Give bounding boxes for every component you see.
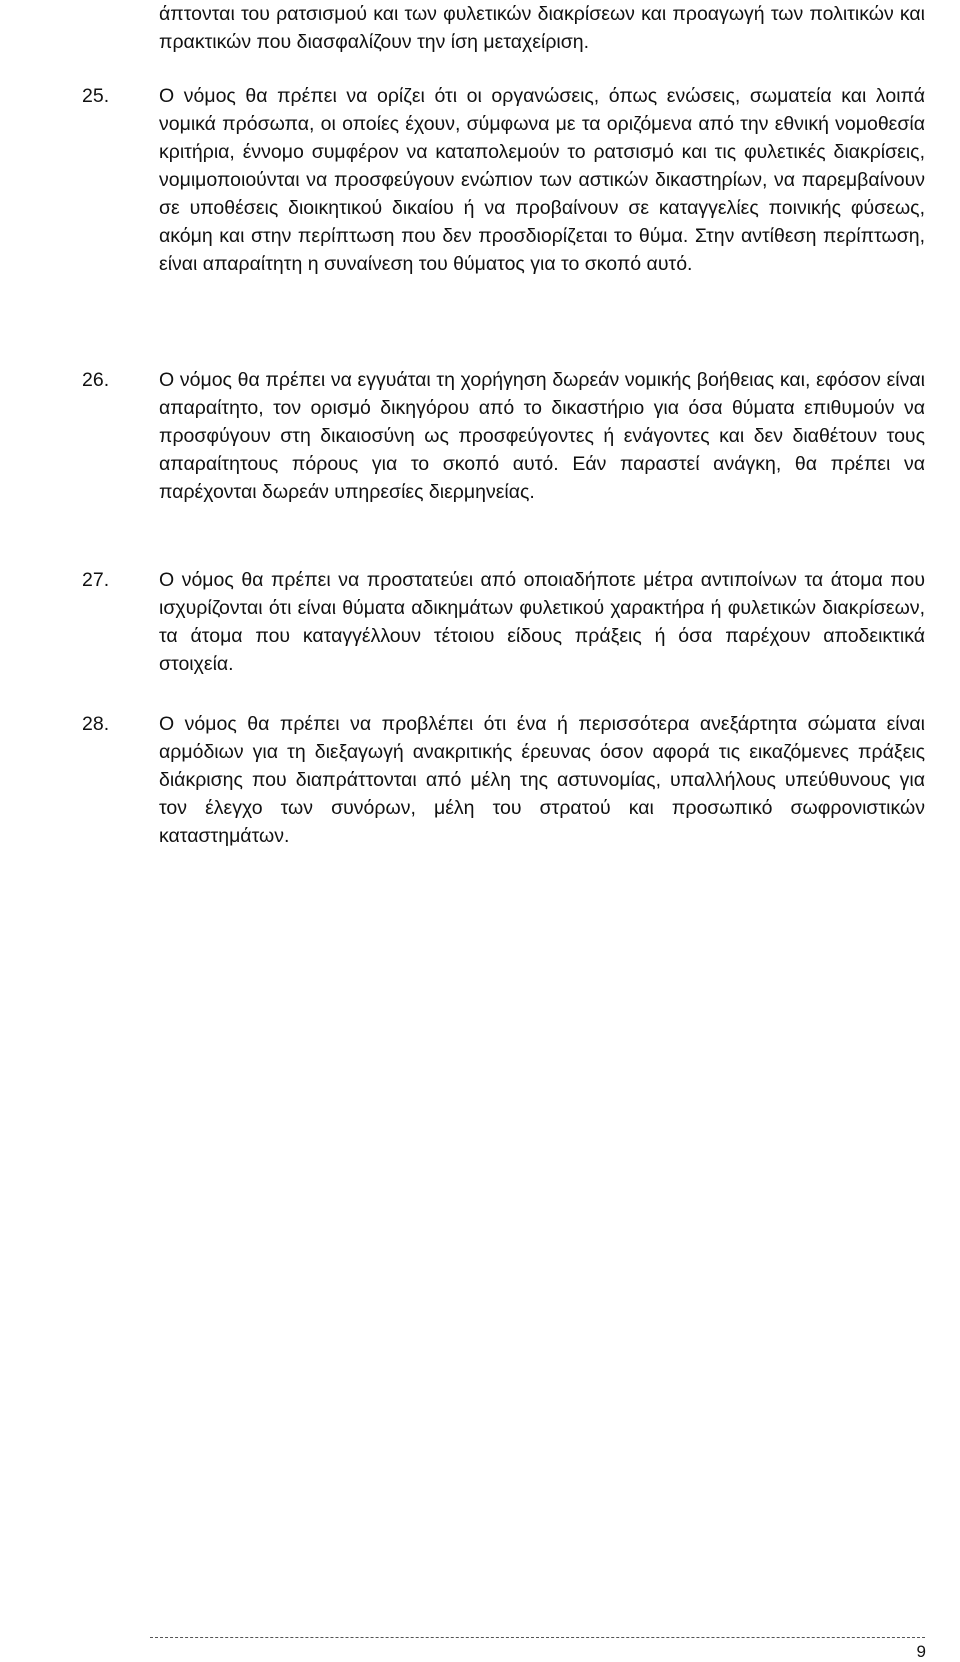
paragraph-text: Ο νόμος θα πρέπει να προστατεύει από οποιαδήποτε μέτρα αντιποίνων τα άτομα που ισχυρίζονται ότι είναι θύματα αδικημάτων φυλετικού χαρακτήρα ή φυλετικών διακρίσεων, τα άτομα που καταγγέλλουν τέτοιου είδους πράξεις ή όσα παρέχουν αποδεικτικά στοιχεία. bbox=[159, 569, 925, 675]
paragraph-text: Ο νόμος θα πρέπει να ορίζει ότι οι οργανώσεις, όπως ενώσεις, σωματεία και λοιπά νομικά πρόσωπα, οι οποίες έχουν, σύμφωνα με τα οριζόμενα από την εθνική νομοθεσία κριτήρια, έννομο συμφέρον να καταπολεμούν το ρατσισμό και τις φυλετικές διακρίσεις, νομιμοποιούνται να προσφεύγουν ενώπιον των αστικών δικαστηρίων, να παρεμβαίνουν σε υποθέσεις διοικητικού δικαίου ή να προβαίνουν σε καταγγελίες ποινικής φύσεως, ακόμη και στην περίπτωση που δεν προσδιορίζεται το θύμα. Στην αντίθεση περίπτωση, είναι απαραίτητη η συναίνεση του θύματος για το σκοπό αυτό. bbox=[159, 85, 925, 275]
footer-divider bbox=[150, 1637, 925, 1638]
paragraph-number: 25. bbox=[82, 85, 110, 107]
continuation-paragraph: άπτονται του ρατσισμού και των φυλετικών διακρίσεων και προαγωγή των πολιτικών και πρακτικών που διασφαλίζουν την ίση μεταχείριση. bbox=[159, 3, 925, 53]
paragraph-number: 28. bbox=[82, 713, 110, 735]
paragraph-number: 27. bbox=[82, 569, 110, 591]
paragraph-number: 26. bbox=[82, 369, 110, 391]
page-number: 9 bbox=[916, 1642, 926, 1661]
paragraph-text: Ο νόμος θα πρέπει να εγγυάται τη χορήγηση δωρεάν νομικής βοήθειας και, εφόσον είναι απαραίτητο, τον ορισμό δικηγόρου από το δικαστήριο για όσα θύματα επιθυμούν να προσφύγουν στη δικαιοσύνη ως προσφεύγοντες ή ενάγοντες και δεν διαθέτουν τους απαραίτητους πόρους για το σκοπό αυτό. Εάν παραστεί ανάγκη, θα πρέπει να παρέχονται δωρεάν υπηρεσίες διερμηνείας. bbox=[159, 369, 925, 503]
paragraph-text: Ο νόμος θα πρέπει να προβλέπει ότι ένα ή περισσότερα ανεξάρτητα σώματα είναι αρμόδιων για τη διεξαγωγή ανακριτικής έρευνας όσον αφορά τις εικαζόμενες πράξεις διάκρισης που διαπράττονται από μέλη της αστυνομίας, υπαλλήλους υπεύθυνους για τον έλεγχο των συνόρων, μέλη του στρατού και προσωπικό σωφρονιστικών καταστημάτων. bbox=[159, 713, 925, 847]
